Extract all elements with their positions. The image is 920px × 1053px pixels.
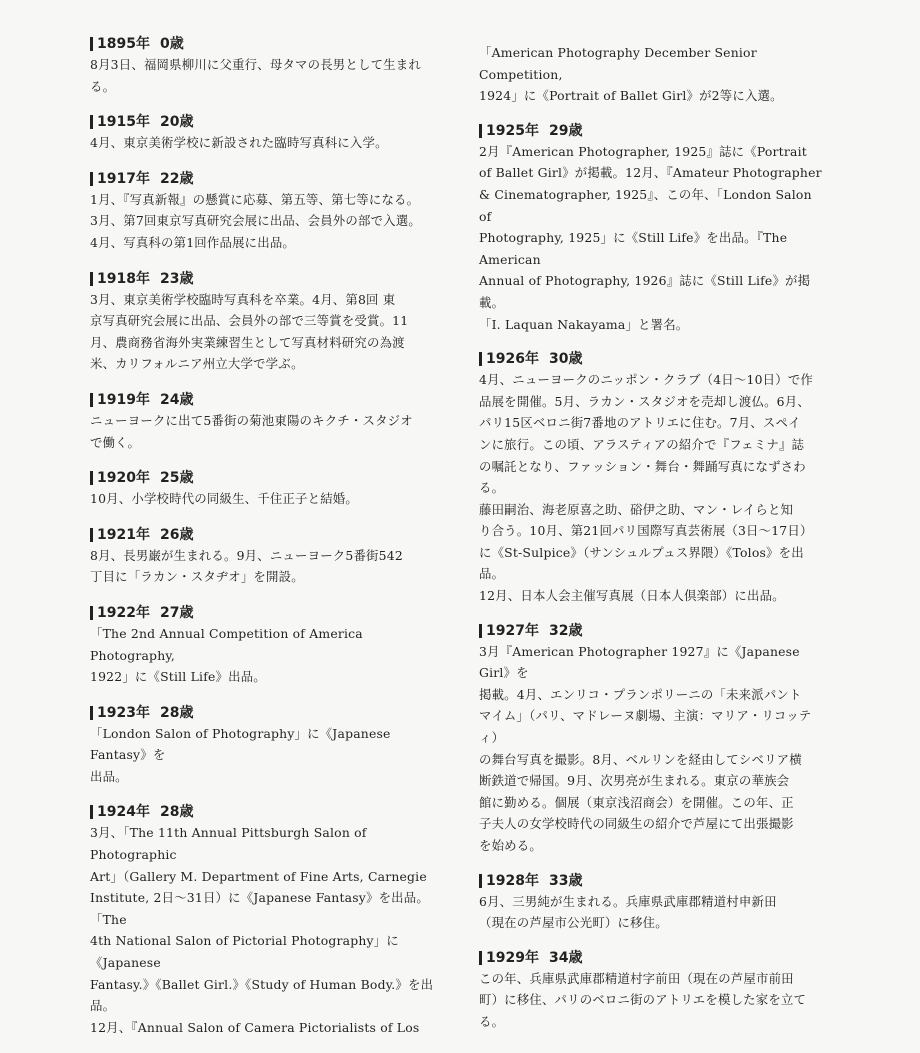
entry-age: 33歳 bbox=[548, 872, 583, 889]
entry-heading bbox=[90, 112, 442, 132]
entry-text: 8月3日、福岡県柳川に父重行、母タマの長男として生まれる。 bbox=[90, 57, 421, 94]
entry-age: 22歳 bbox=[159, 170, 194, 187]
heading-bar-icon bbox=[90, 606, 93, 620]
heading-bar-icon bbox=[479, 124, 482, 138]
timeline-entry bbox=[90, 390, 442, 453]
timeline-entry bbox=[90, 703, 442, 788]
entry-age: 25歳 bbox=[159, 470, 194, 487]
entry-age: 34歳 bbox=[548, 949, 583, 966]
entry-text: 4月、ニューヨークのニッポン・クラブ（4日～10日）で作 品展を開催。5月、ラカン・スタジオを売却し渡仏。6月、 パリ15区ベロニ街7番地のアトリエに住む。7月、スペイ ンに旅行。この頃、アラスティアの紹介で『フェミナ』誌 の嘱託となり、ファッション・舞台・舞踊写真になずさわる。 藤田嗣治、海老原喜之助、硲伊之助、マン・レイらと知 り合う。10月、第21回パリ国際写真芸術展（3日～17日） に《St-Sulpice》（サンシュルプュス界隈）《Tolos》を出品。 12月、日本人会主催写真展（日本人倶楽部）に出品。 bbox=[479, 372, 814, 604]
entry-age: 30歳 bbox=[548, 351, 583, 368]
entry-year: 1915年 bbox=[97, 114, 150, 131]
heading-bar-icon bbox=[479, 951, 482, 965]
entry-heading bbox=[90, 703, 442, 723]
timeline-entry bbox=[479, 871, 827, 934]
entry-text: 6月、三男純が生まれる。兵庫県武庫郡精道村申新田 （現在の芦屋市公光町）に移住。 bbox=[479, 893, 777, 931]
entry-year: 1928年 bbox=[486, 872, 539, 889]
entry-age: 27歳 bbox=[159, 604, 194, 621]
entry-text: 「London Salon of Photography」に《Japanese Fantasy》を 出品。 bbox=[90, 725, 391, 784]
entry-heading bbox=[479, 948, 827, 968]
heading-bar-icon bbox=[90, 115, 93, 129]
entry-heading bbox=[90, 525, 442, 545]
entry-heading bbox=[479, 871, 827, 891]
entry-heading bbox=[90, 269, 442, 289]
entry-text: 3月、東京美術学校臨時写真科を卒業。4月、第8回 東 京写真研究会展に出品、会員外の部で三等賞を受賞。11 月、農商務省海外実業練習生として写真材料研究の為渡 米、カリフォルニア州立大学で学ぶ。 bbox=[90, 291, 409, 372]
entry-text: 1月、『写真新報』の懸賞に応募、第五等、第七等になる。 3月、第7回東京写真研究会展に出品、会員外の部で入選。 4月、写真科の第1回作品展に出品。 bbox=[90, 191, 421, 250]
entry-heading bbox=[90, 390, 442, 410]
entry-year: 1924年 bbox=[97, 804, 150, 821]
timeline-entry bbox=[90, 468, 442, 510]
heading-bar-icon bbox=[90, 37, 93, 51]
timeline-entry bbox=[479, 948, 827, 1033]
entry-age: 28歳 bbox=[159, 704, 194, 721]
entry-heading bbox=[90, 169, 442, 189]
heading-bar-icon bbox=[90, 471, 93, 485]
entry-age: 24歳 bbox=[159, 391, 194, 408]
entry-heading bbox=[90, 34, 442, 54]
heading-bar-icon bbox=[479, 624, 482, 638]
entry-year: 1895年 bbox=[97, 36, 150, 52]
heading-bar-icon bbox=[90, 272, 93, 286]
entry-year: 1923年 bbox=[97, 704, 150, 721]
entry-text: 10月、小学校時代の同級生、千住正子と結婚。 bbox=[90, 491, 358, 507]
heading-bar-icon bbox=[479, 874, 482, 888]
entry-year: 1918年 bbox=[97, 270, 150, 287]
left-column bbox=[90, 34, 442, 1053]
timeline-entry bbox=[90, 169, 442, 254]
entry-year: 1920年 bbox=[97, 470, 150, 487]
heading-bar-icon bbox=[479, 352, 482, 366]
entry-text: 8月、長男巌が生まれる。9月、ニューヨーク5番街542 丁目に「ラカン・スタヂオ」を開設。 bbox=[90, 547, 403, 585]
right-column bbox=[479, 42, 827, 1047]
timeline-entry bbox=[479, 121, 827, 335]
timeline-entry bbox=[479, 349, 827, 607]
entry-year: 1922年 bbox=[97, 604, 150, 621]
entry-year: 1917年 bbox=[97, 170, 150, 187]
heading-bar-icon bbox=[90, 706, 93, 720]
continuation-entry bbox=[479, 42, 827, 107]
entry-heading bbox=[479, 621, 827, 641]
entry-text: 3月『American Photographer 1927』に《Japanese Girl》を 掲載。4月、エンリコ・プランポリーニの「未来派パント マイム」（パリ、マドレーヌ劇場、主演：マリア・リコッティ） の舞台写真を撮影。8月、ベルリンを経由してシベリア横 断鉄道で帰国。9月、次男亮が生まれる。東京の華族会 館に勤める。個展（東京浅沼商会）を開催。この年、正 子夫人の女学校時代の同級生の紹介で芦屋にて出張撮影 を始める。 bbox=[479, 643, 812, 853]
timeline-entry bbox=[90, 112, 442, 154]
entry-age: 29歳 bbox=[548, 122, 583, 139]
entry-age: 0歳 bbox=[159, 36, 184, 52]
entry-text: 4月、東京美術学校に新設された臨時写真科に入学。 bbox=[90, 135, 388, 151]
timeline-entry bbox=[90, 802, 442, 1038]
entry-text: 2月『American Photographer, 1925』誌に《Portrait of Ballet Girl》が掲載。12月、『Amateur Photographer & Cinematographer, 1925』、この年、「London Salon of Photography, 1925」に《Still Life》を出品。『The American Annual of Photography, 1926』誌に《Still Life》が掲載。 「I. Laquan Nakayama」と署名。 bbox=[479, 143, 822, 332]
entry-text: ニューヨークに出て5番街の菊池東陽のキクチ・スタジオ で働く。 bbox=[90, 412, 413, 450]
entry-heading bbox=[479, 121, 827, 141]
timeline-entry bbox=[90, 269, 442, 375]
entry-heading bbox=[90, 603, 442, 623]
timeline-entry bbox=[90, 34, 442, 97]
entry-age: 20歳 bbox=[159, 114, 194, 131]
entry-age: 28歳 bbox=[159, 804, 194, 821]
heading-bar-icon bbox=[90, 805, 93, 819]
entry-year: 1921年 bbox=[97, 526, 150, 543]
entry-year: 1926年 bbox=[486, 351, 539, 368]
entry-text: 「The 2nd Annual Competition of America Photography, 1922」に《Still Life》出品。 bbox=[90, 625, 363, 685]
entry-age: 32歳 bbox=[548, 622, 583, 639]
entry-year: 1919年 bbox=[97, 391, 150, 408]
entry-year: 1927年 bbox=[486, 622, 539, 639]
entry-year: 1929年 bbox=[486, 949, 539, 966]
entry-text: 3月、「The 11th Annual Pittsburgh Salon of Photographic Art」（Gallery M. Department of Fine Arts, Carnegie Institute, 2日～31日）に《Japanese Fantasy》を出品。「The 4th National Salon of Pictorial Photography」に《Japanese Fantasy.》《Ballet Girl.》《Study of Human Body.》を出品。 12月、『Annual Salon of Camera Pictorialists of Los bbox=[90, 825, 434, 1035]
entry-year: 1925年 bbox=[486, 122, 539, 139]
entry-heading bbox=[479, 349, 827, 369]
heading-bar-icon bbox=[90, 528, 93, 542]
timeline-entry bbox=[90, 603, 442, 688]
heading-bar-icon bbox=[90, 393, 93, 407]
entry-age: 23歳 bbox=[159, 270, 194, 287]
timeline-entry bbox=[479, 621, 827, 857]
continuation-text: 「American Photography December Senior Competition, 1924」に《Portrait of Ballet Girl》が2等に入選。 bbox=[479, 45, 783, 104]
heading-bar-icon bbox=[90, 172, 93, 186]
entry-text: この年、兵庫県武庫郡精道村字前田（現在の芦屋市前田 町）に移住、パリのベロニ街のアトリエを模した家を立てる。 bbox=[479, 970, 807, 1029]
entry-heading bbox=[90, 468, 442, 488]
entry-heading bbox=[90, 802, 442, 822]
timeline-entry bbox=[90, 525, 442, 588]
entry-age: 26歳 bbox=[159, 526, 194, 543]
